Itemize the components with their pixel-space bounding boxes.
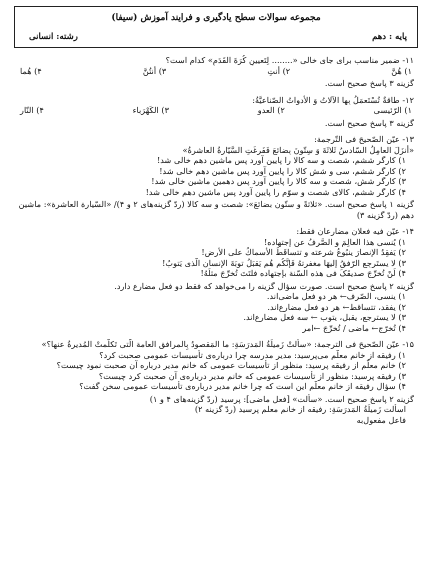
option-4: ۴) لَنْ تُخرِّجَ صدیقَکَ فی هذه السّنة بإجتهاده فلتَتَ تُخرِّجَ مثلَهُ! — [200, 268, 406, 278]
question-11 — [18, 55, 414, 89]
option-3: ۳) أنتُنَّ — [142, 65, 167, 76]
question-stem: ۱۴- عیّن فیه فعلان مضارعان فقط: — [296, 226, 414, 236]
answer-text-continued: دهم (ردّ گزینه ۳) — [356, 209, 414, 220]
option-1: ۱) یُنسی هذا العالِمَ و الصَّرفُ عن إجتهاده! — [264, 236, 406, 247]
answer-detail-4: ۴) تُخرّج← ماضی / تُخرِّجَ ←امر — [302, 322, 406, 333]
question-list — [10, 48, 422, 425]
option-1: ۱) رفیقه از خانم معلّم می‌پرسید: مدیر مدرسه چرا درباره‌ی تأسیسات عمومی صحبت کرد؟ — [99, 349, 406, 360]
option-1: ۱) الرّئیسی — [373, 105, 412, 115]
option-2: ۲) کارگر ششم، سی و شش کالا را پایین آورد پس ماشین دهم خالی شد! — [159, 165, 406, 176]
answer-text: گزینه ۲ پاسخ صحیح است. صورت سؤال گزینه را می‌خواهد که فقط دو فعل مضارع دارد. — [114, 280, 414, 291]
grammar-note: فاعل مفعول‌به — [356, 414, 406, 425]
option-3: ۳) لا یستَرجِعِ الرّفقُ إلیهَا مغفرتهُ فَإنَّکُم هُم یَقبَلُ توبَةَ الإنسانِ الّذی یَتوبُ! — [162, 257, 406, 268]
field-label: رشته: انسانی — [29, 32, 78, 43]
question-stem: ۱۵- عیّن الصّحیحَ فی الترجمة: «سألتْ زَمیلَةُ المَدرَسَةِ: ما المَقصودُ بِالمرافق العامة الّتی تَکلَّمتْ المُدیرةُ عنها؟» — [41, 339, 414, 349]
option-4: ۴) کارگر ششم، کالای شصت و سوّم را پایین آورد پس ماشین دهم خالی شد! — [145, 186, 406, 197]
option-1: ۱) کارگر ششم، شصت و سه کالا را پایین آورد پس ماشین دهم خالی شد! — [156, 155, 406, 165]
option-4: ۴) سؤال رفیقه از خانم معلّم این است که چرا خانم مدیر درباره‌ی تأسیسات عمومی سخن گفت؟ — [79, 381, 406, 391]
question-sentence: «أنزَلَ العامِلُ السّادسُ ثَلاثَةَ وَ سِتّونَ بِضائعَ فَفَرِغَتِ السَّیّارةُ العاشرةُ» — [182, 144, 414, 155]
answer-detail-3: ۳) لا یسترجع، یقبل، یتوب ← سه فعل مضارع‌اند. — [243, 312, 406, 322]
option-row — [18, 105, 414, 116]
answer-detail-2: ۲) یفقد، تتساقط← هر دو فعل مضارع‌اند. — [267, 301, 406, 312]
option-2: ۲) یَفقِدُ الإنصارَ ینبُوعُ شرعته و تتساقَطُ الأسماكُ علی الأرض! — [201, 247, 406, 257]
question-stem: ۱۳- عیّن الصّحیحَ فی التّرجمة: — [314, 134, 414, 144]
question-stem: ۱۲- طاقةٌ تُسْتَعمَلُ بِهِا الآلاتُ وَ الأدواتُ الصّناعیَّةُ: — [252, 94, 414, 105]
option-1: ۱) هُنَّ — [391, 65, 412, 76]
option-4: ۴) هُما — [20, 65, 42, 76]
question-15 — [18, 339, 414, 425]
answer-text: گزینه ۳ پاسخ صحیح است. — [324, 117, 414, 128]
question-stem: ۱۱- ضمیر مناسب برای جای خالی «........ لِتَعیینِ کُرَةَ القَدَمِ» کدام است؟ — [165, 55, 414, 65]
option-3: ۳) الکَهْرَباء — [132, 105, 170, 115]
exam-header — [14, 6, 418, 48]
exam-title: مجموعه سوالات سطح یادگیری و فرایند آموزش (سیفا) — [111, 13, 321, 23]
answer-detail-1: ۱) ینسی، الصّرف← هر دو فعل ماضی‌اند. — [266, 291, 406, 301]
option-2: ۲) العدو — [257, 105, 285, 115]
answer-note: اسألت زَمیلَةُ المَدرَسَةِ: رفیقه از خانم معلم پرسید (ردّ گزینه ۲) — [194, 404, 406, 414]
option-3: ۳) کارگر شش، شصت و سه کالا را پایین آورد پس دهمین ماشین خالی شد! — [151, 176, 406, 186]
question-14 — [18, 226, 414, 333]
option-row — [18, 66, 414, 77]
option-4: ۴) النّار — [20, 105, 44, 115]
question-13 — [18, 134, 414, 220]
option-2: ۲) خانم معلّم از رفیقه پرسید: منظور از تأسیسات عمومی که خانم مدیر درباره آن صحبت نمود چیست؟ — [56, 360, 406, 370]
option-2: ۲) أنتِ — [267, 65, 291, 76]
answer-text: گزینه ۲ پاسخ صحیح است. «سألت» [فعل ماضی]: پرسید (ردّ گزینه‌های ۴ و ۱) — [149, 393, 414, 404]
answer-text: گزینه ۱ پاسخ صحیح است. «ثلاثةً و ستّون بضائعَ»: شصت و سه کالا (ردّ گزینه‌های ۲ و ۴)/ «السّیارة العاشرة»: ماشین — [18, 199, 414, 209]
grade-label: پایه : دهم — [372, 32, 407, 43]
option-3: ۳) رفیقه پرسید: منظور از تأسیسات عمومی که خانم مدیر درباره‌ی آن صحبت کرد چیست؟ — [98, 370, 406, 381]
answer-text: گزینه ۳ پاسخ صحیح است. — [324, 78, 414, 88]
question-12 — [18, 95, 414, 129]
